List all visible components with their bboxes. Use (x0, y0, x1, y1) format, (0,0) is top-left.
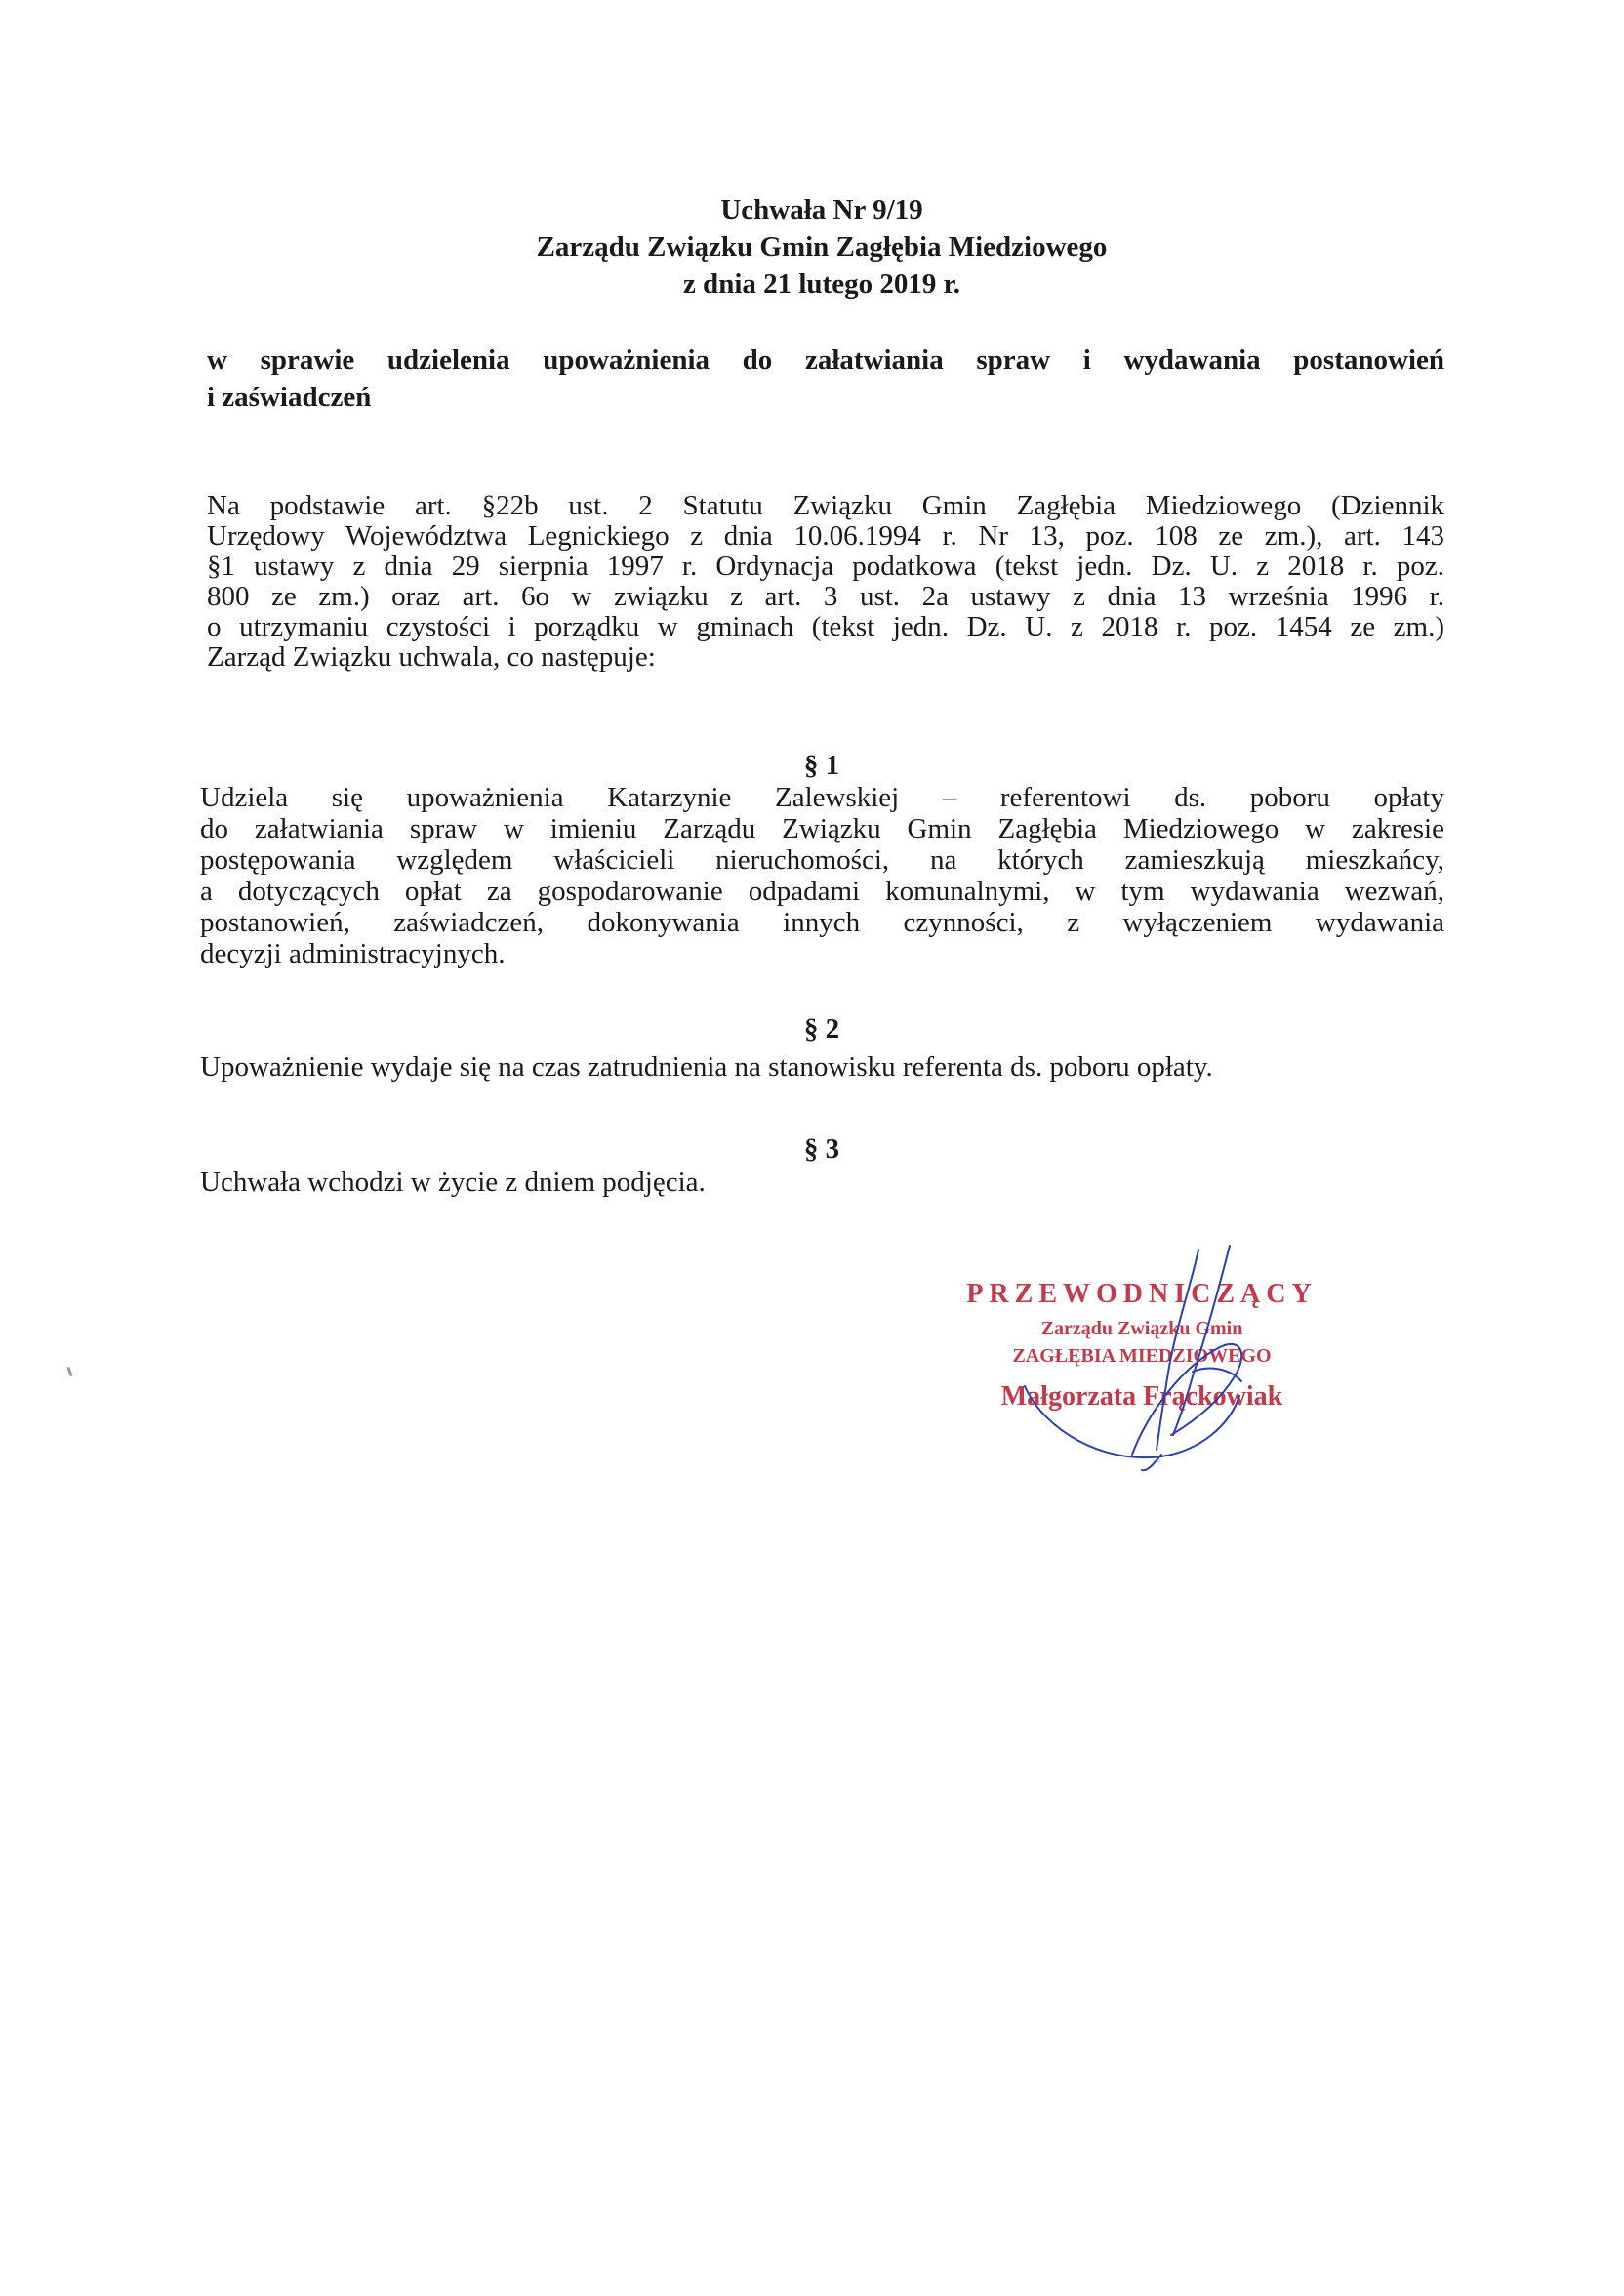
section-2-body (200, 1051, 1444, 1083)
section-2-title: § 2 (803, 1013, 840, 1045)
section-line: postanowień, zaświadczeń, dokonywania innych czynności, z wyłączeniem wydawania (200, 907, 1444, 938)
basis-line: Zarząd Związku uchwala, co następuje: (207, 641, 656, 673)
resolution-issuer: Zarządu Związku Gmin Zagłębia Miedziowego (536, 231, 1108, 263)
section-line: postępowania względem właścicieli nieruchomości, na których zamieszkują mieszkańcy, (200, 844, 1444, 876)
section-line: a dotyczących opłat za gospodarowanie odpadami komunalnymi, w tym wydawania wezwań, (200, 876, 1444, 907)
resolution-date: z dnia 21 lutego 2019 r. (682, 268, 961, 300)
basis-line: Urzędowy Województwa Legnickiego z dnia 10.06.1994 r. Nr 13, poz. 108 ze zm.), art. 143 (207, 520, 1444, 552)
section-line: Udziela się upoważnienia Katarzynie Zalewskiej – referentowi ds. poboru opłaty (200, 782, 1444, 813)
section-line: Uchwała wchodzi w życie z dniem podjęcia. (200, 1167, 706, 1198)
resolution-number: Uchwała Nr 9/19 (720, 194, 923, 226)
stamp-title: PRZEWODNICZĄCY (966, 1279, 1318, 1309)
section-line: decyzji administracyjnych. (200, 938, 506, 969)
resolution-header (0, 191, 1624, 303)
section-1-title: § 1 (803, 750, 840, 781)
section-3-title: § 3 (803, 1133, 840, 1165)
stamp-institution-region: ZAGŁĘBIA MIEDZIOWEGO (1012, 1345, 1272, 1367)
handwritten-signature (937, 1240, 1347, 1474)
basis-line: Na podstawie art. §22b ust. 2 Statutu Związku Gmin Zagłębia Miedziowego (Dziennik (207, 490, 1444, 521)
scan-speck (66, 1367, 72, 1376)
subject-line: w sprawie udzielenia upoważnienia do załatwiania spraw i wydawania postanowień (207, 345, 1444, 376)
stamp-institution: Zarządu Związku Gmin (1040, 1318, 1243, 1339)
subject-line: i zaświadczeń (207, 382, 372, 413)
stamp-name: Małgorzata Frąckowiak (1000, 1381, 1283, 1412)
section-line: do załatwiania spraw w imieniu Zarządu Związku Gmin Zagłębia Miedziowego w zakresie (200, 813, 1444, 844)
section-3-body (200, 1167, 1444, 1198)
basis-line: o utrzymaniu czystości i porządku w gminach (tekst jedn. Dz. U. z 2018 r. poz. 1454 ze zm.) (207, 611, 1444, 642)
resolution-subject (207, 342, 1444, 416)
basis-line: 800 ze zm.) oraz art. 6o w związku z art. 3 ust. 2a ustawy z dnia 13 września 1996 r. (207, 581, 1444, 612)
section-1-body (200, 782, 1444, 969)
basis-line: §1 ustawy z dnia 29 sierpnia 1997 r. Ordynacja podatkowa (tekst jedn. Dz. U. z 2018 r. poz. (207, 551, 1444, 582)
legal-basis-paragraph (207, 491, 1444, 673)
section-line: Upoważnienie wydaje się na czas zatrudnienia na stanowisku referenta ds. poboru opłaty. (200, 1051, 1213, 1083)
